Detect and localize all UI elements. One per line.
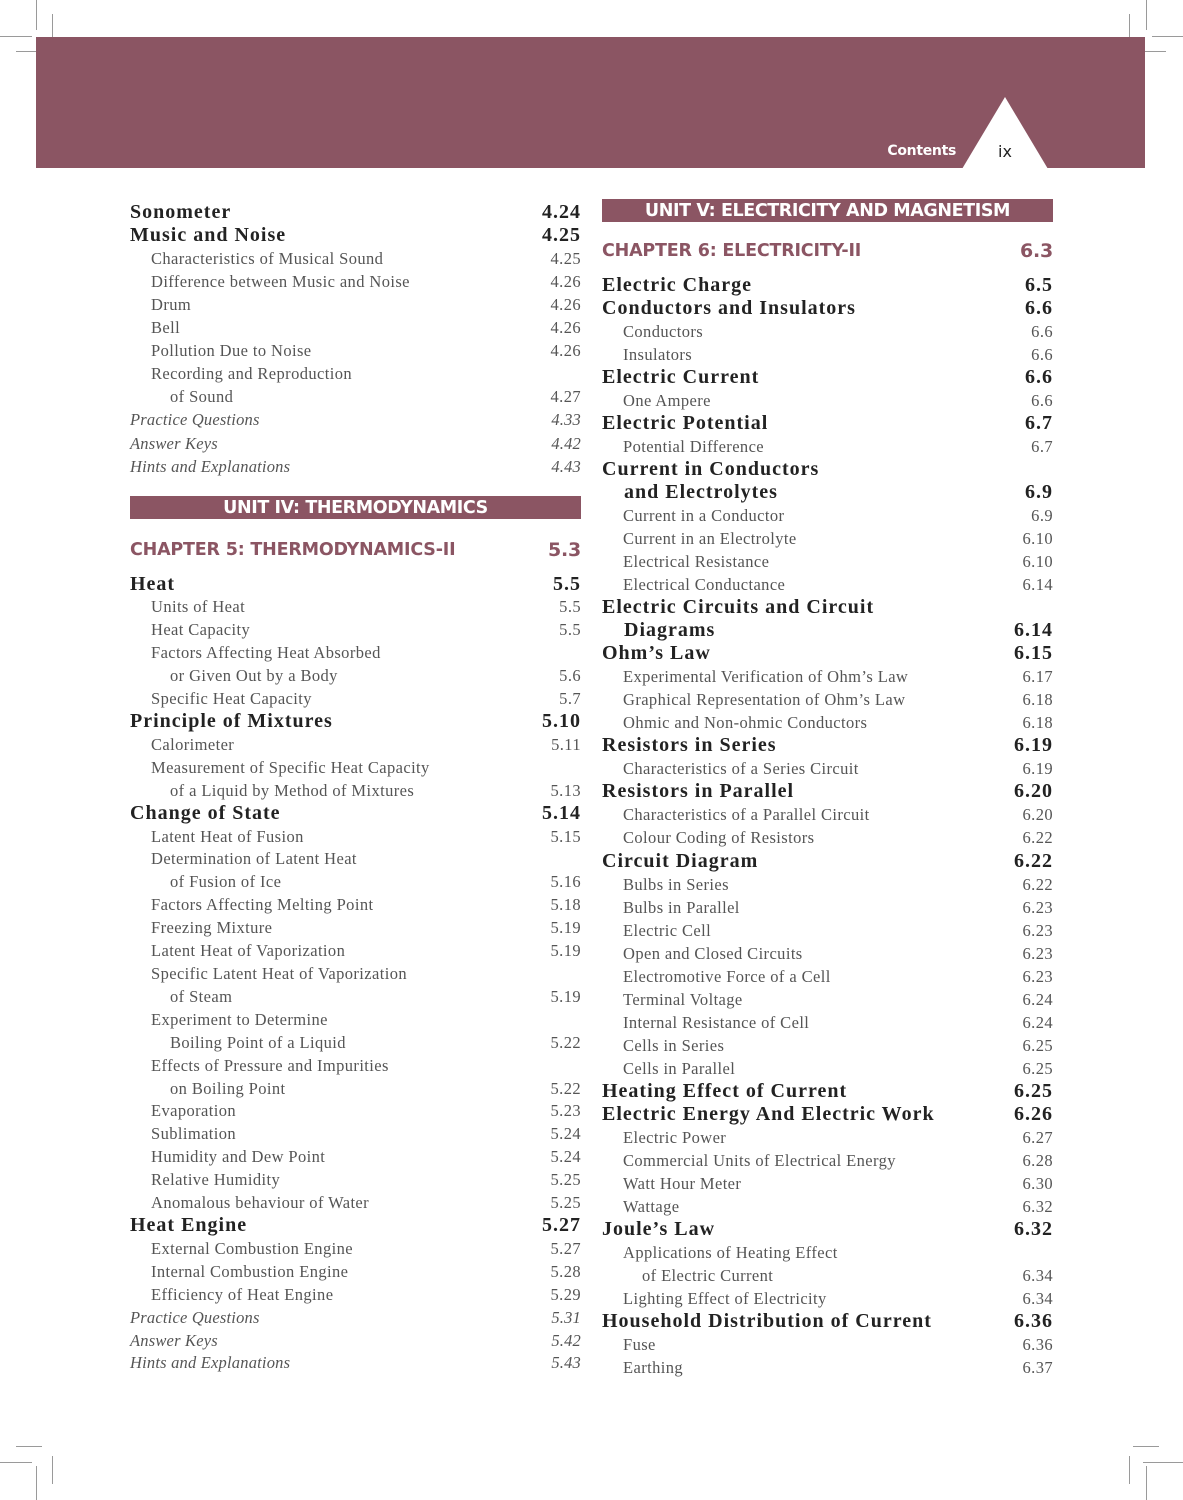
toc-entry-title: Electric Potential [602,411,769,434]
toc-entry-title: Electric Circuits and Circuit [602,596,875,619]
crop-mark [1146,1466,1147,1500]
toc-entry-title: Drum [151,294,192,314]
toc-entry-page: 6.25 [1014,1079,1053,1102]
toc-entry-page: 6.18 [1022,713,1053,733]
toc-entry-title: Change of State [130,801,281,824]
toc-entry-page: 4.27 [550,387,581,407]
toc-entry[interactable] [130,1329,581,1352]
toc-entry-title: Ohm’s Law [602,642,711,665]
toc-entry[interactable] [602,1172,1053,1195]
toc-entry-page: 5.31 [551,1307,581,1327]
toc-entry[interactable] [602,988,1053,1011]
toc-entry-page: 5.24 [550,1147,581,1167]
toc-entry-page: 6.23 [1022,966,1053,986]
toc-entry-page: 6.14 [1022,575,1053,595]
toc-entry[interactable] [130,432,581,455]
toc-entry-page: 5.18 [550,895,581,915]
toc-entry-page: 5.5 [559,620,581,640]
toc-entry-title: Recording and Reproduction [151,364,353,384]
toc-entry[interactable] [130,1191,581,1214]
toc-entry-page: 6.27 [1022,1127,1053,1147]
toc-entry[interactable] [602,596,1053,619]
toc-entry[interactable] [130,339,581,362]
toc-entry-title: Characteristics of a Parallel Circuit [623,805,870,825]
toc-entry[interactable] [602,1218,1053,1241]
toc-entry-page: 6.20 [1014,780,1053,803]
toc-entry-title: Cells in Series [623,1035,725,1055]
crop-mark [0,1462,32,1463]
toc-entry[interactable] [130,1260,581,1283]
toc-entry-page: 5.29 [550,1284,581,1304]
toc-entry-title: Practice Questions [130,1307,260,1327]
toc-entry[interactable] [602,1333,1053,1356]
toc-entry-page: 6.28 [1022,1151,1053,1171]
toc-entry[interactable] [602,274,1053,297]
toc-entry[interactable] [130,247,581,270]
crop-mark [0,36,32,37]
toc-entry[interactable] [130,224,581,247]
toc-entry-page: 4.43 [551,456,581,476]
toc-entry-title: Freezing Mixture [151,918,273,938]
toc-entry-title: of Sound [170,387,234,407]
toc-entry-page: 6.6 [1031,390,1053,410]
toc-entry-page: 4.24 [542,200,581,223]
toc-entry-page: 4.26 [550,271,581,291]
toc-entry-page: 6.17 [1022,667,1053,687]
toc-entry[interactable] [130,893,581,916]
toc-entry-title: Latent Heat of Vaporization [151,941,346,961]
toc-entry[interactable] [602,688,1053,711]
toc-entry[interactable] [602,711,1053,734]
toc-entry-title: Electric Energy And Electric Work [602,1102,935,1125]
toc-entry-page: 6.5 [1025,273,1053,296]
toc-entry-title: Heat Capacity [151,620,251,640]
toc-entry-title: Music and Noise [130,223,287,246]
toc-entry[interactable] [130,270,581,293]
toc-entry[interactable] [130,408,581,431]
crop-mark [16,1446,42,1447]
crop-mark [52,1456,53,1484]
toc-entry-title: Determination of Latent Heat [151,849,357,869]
toc-entry[interactable] [602,1057,1053,1080]
toc-entry[interactable] [602,757,1053,780]
toc-entry-page: 5.23 [550,1101,581,1121]
chapter-title: CHAPTER 6: ELECTRICITY-II [602,241,862,261]
toc-entry[interactable] [130,573,581,596]
toc-entry[interactable] [602,573,1053,596]
toc-entry[interactable] [602,826,1053,849]
toc-entry-title: Electric Power [623,1127,727,1147]
toc-entry-page: 6.15 [1014,642,1053,665]
toc-entry[interactable] [130,1031,581,1054]
toc-entry[interactable] [602,297,1053,320]
toc-entry[interactable] [602,1149,1053,1172]
toc-entry[interactable] [602,1034,1053,1057]
toc-entry-page: 4.26 [550,294,581,314]
toc-entry[interactable] [130,916,581,939]
toc-entry-page: 5.5 [559,597,581,617]
toc-entry-page: 4.26 [550,341,581,361]
toc-entry-page: 6.23 [1022,920,1053,940]
toc-entry[interactable] [130,293,581,316]
toc-entry-page: 6.19 [1022,759,1053,779]
toc-entry[interactable] [602,642,1053,665]
chapter-page: 5.3 [547,539,581,561]
toc-entry-page: 5.25 [550,1170,581,1190]
toc-entry[interactable] [130,362,581,385]
running-head: Contents [887,143,956,159]
toc-entry-page: 5.7 [559,689,581,709]
crop-mark [1133,1446,1159,1447]
unit-banner: UNIT IV: THERMODYNAMICS [130,496,581,519]
toc-entry-title: Internal Combustion Engine [151,1261,349,1281]
toc-entry[interactable] [130,1237,581,1260]
toc-entry[interactable] [602,1080,1053,1103]
toc-entry-title: Conductors [623,321,704,341]
toc-entry[interactable] [602,1356,1053,1379]
toc-entry-title: Specific Heat Capacity [151,689,312,709]
toc-entry-page: 6.32 [1022,1197,1053,1217]
toc-entry-page: 6.34 [1022,1266,1053,1286]
toc-entry-page: 5.22 [550,1078,581,1098]
toc-entry[interactable] [602,527,1053,550]
toc-entry-title: Answer Keys [130,433,218,453]
toc-entry-page: 6.36 [1022,1335,1053,1355]
toc-entry[interactable] [130,664,581,687]
toc-entry-title: Experimental Verification of Ohm’s Law [623,667,909,687]
toc-entry-page: 6.24 [1022,989,1053,1009]
toc-entry-page: 6.9 [1031,505,1053,525]
toc-entry-page: 6.26 [1014,1102,1053,1125]
toc-entry-page: 6.25 [1022,1035,1053,1055]
toc-entry[interactable] [130,1008,581,1031]
toc-entry[interactable] [130,455,581,478]
toc-entry-title: Lighting Effect of Electricity [623,1289,827,1309]
toc-entry[interactable] [602,504,1053,527]
toc-entry[interactable] [602,1126,1053,1149]
chapter-heading[interactable] [602,238,1053,264]
toc-entry-title: Difference between Music and Noise [151,271,410,291]
toc-entry-page: 5.14 [542,801,581,824]
toc-entry-title: Terminal Voltage [623,989,743,1009]
toc-entry-page: 5.27 [542,1213,581,1236]
toc-entry-page: 5.25 [550,1193,581,1213]
toc-entry[interactable] [130,1077,581,1100]
toc-entry[interactable] [130,687,581,710]
toc-entry-title: Measurement of Specific Heat Capacity [151,757,430,777]
toc-entry-title: Answer Keys [130,1330,218,1350]
toc-entry-title: Graphical Representation of Ohm’s Law [623,690,906,710]
toc-entry-title: Ohmic and Non-ohmic Conductors [623,713,868,733]
toc-entry-title: Hints and Explanations [130,456,291,476]
toc-entry-page: 6.7 [1031,436,1053,456]
toc-entry[interactable] [602,780,1053,803]
toc-entry-page: 5.19 [550,918,581,938]
toc-entry-title: Resistors in Parallel [602,780,795,803]
toc-entry-title: Internal Resistance of Cell [623,1012,810,1032]
toc-entry-page: 4.33 [551,410,581,430]
toc-entry-title: Relative Humidity [151,1170,281,1190]
toc-entry[interactable] [130,1168,581,1191]
toc-entry[interactable] [602,919,1053,942]
toc-entry[interactable] [602,389,1053,412]
toc-entry-title: Practice Questions [130,410,260,430]
toc-entry[interactable] [130,1351,581,1374]
toc-entry-page: 5.16 [550,872,581,892]
toc-entry-page: 6.23 [1022,943,1053,963]
toc-entry-title: Bulbs in Series [623,874,729,894]
toc-entry[interactable] [602,343,1053,366]
toc-entry-page: 6.10 [1022,551,1053,571]
toc-entry-title: Units of Heat [151,597,246,617]
toc-entry[interactable] [602,435,1053,458]
toc-entry-page: 5.13 [550,780,581,800]
toc-entry-title: Characteristics of a Series Circuit [623,759,859,779]
toc-entry-page: 5.10 [542,709,581,732]
toc-entry[interactable] [602,734,1053,757]
toc-entry-title: Pollution Due to Noise [151,341,312,361]
toc-entry-title: Commercial Units of Electrical Energy [623,1151,896,1171]
toc-entry[interactable] [130,1145,581,1168]
toc-entry[interactable] [602,873,1053,896]
page-number: ix [998,142,1012,161]
toc-entry-title: Boiling Point of a Liquid [170,1032,346,1052]
toc-entry-page: 6.36 [1014,1310,1053,1333]
toc-entry-title: Electric Current [602,365,760,388]
chapter-title: CHAPTER 5: THERMODYNAMICS-II [130,540,456,560]
crop-mark [1146,0,1147,30]
toc-entry-title: Humidity and Dew Point [151,1147,326,1167]
toc-entry-page: 5.27 [550,1238,581,1258]
toc-entry-title: or Given Out by a Body [170,666,338,686]
toc-entry-page: 6.14 [1014,619,1053,642]
toc-entry-page: 5.28 [550,1261,581,1281]
toc-entry[interactable] [130,802,581,825]
toc-entry[interactable] [602,1310,1053,1333]
toc-entry-page: 6.25 [1022,1058,1053,1078]
toc-entry[interactable] [602,665,1053,688]
toc-entry-page: 6.30 [1022,1174,1053,1194]
toc-entry-page: 6.6 [1025,365,1053,388]
toc-entry-title: Evaporation [151,1101,237,1121]
toc-entry-page: 6.6 [1031,344,1053,364]
toc-entry[interactable] [130,641,581,664]
toc-entry-title: Potential Difference [623,436,765,456]
toc-entry-title: Principle of Mixtures [130,709,333,732]
toc-entry-page: 6.22 [1022,874,1053,894]
toc-entry-title: Efficiency of Heat Engine [151,1284,334,1304]
toc-entry-page: 6.32 [1014,1218,1053,1241]
toc-entry-title: and Electrolytes [624,480,778,503]
toc-entry[interactable] [130,870,581,893]
toc-entry-page: 4.42 [551,433,581,453]
crop-mark [1143,1462,1183,1463]
toc-entry-page: 5.22 [550,1032,581,1052]
toc-entry-title: of Fusion of Ice [170,872,282,892]
toc-entry-page: 5.24 [550,1124,581,1144]
toc-entry[interactable] [130,756,581,779]
toc-entry-page: 5.5 [553,572,581,595]
toc-entry-title: Circuit Diagram [602,849,759,872]
toc-entry-title: Current in an Electrolyte [623,528,797,548]
toc-entry-title: of Steam [170,986,233,1006]
toc-entry-title: Bulbs in Parallel [623,897,740,917]
toc-entry-page: 6.6 [1031,321,1053,341]
toc-entry-page: 6.6 [1025,296,1053,319]
chapter-heading[interactable] [130,537,581,563]
toc-entry-page: 4.25 [542,223,581,246]
toc-entry[interactable] [602,550,1053,573]
crop-mark [1129,1456,1130,1484]
toc-entry-title: Diagrams [624,619,716,642]
toc-entry[interactable] [130,939,581,962]
toc-entry[interactable] [130,316,581,339]
toc-entry[interactable] [602,1195,1053,1218]
toc-entry-page: 5.6 [559,666,581,686]
toc-entry-title: Specific Latent Heat of Vaporization [151,963,408,983]
toc-entry[interactable] [602,896,1053,919]
toc-entry[interactable] [602,458,1053,481]
toc-entry[interactable] [130,201,581,224]
toc-entry[interactable] [130,779,581,802]
toc-entry-title: Electromotive Force of a Cell [623,966,831,986]
toc-entry-page: 4.25 [550,248,581,268]
toc-entry-title: Sonometer [130,200,232,223]
toc-entry-title: Insulators [623,344,693,364]
toc-entry-page: 6.37 [1022,1358,1053,1378]
toc-entry-title: Earthing [623,1358,684,1378]
toc-entry-title: Current in a Conductor [623,505,785,525]
chapter-page: 6.3 [1019,240,1053,262]
toc-entry[interactable] [130,1306,581,1329]
toc-entry-title: Conductors and Insulators [602,296,856,319]
toc-entry-page: 6.20 [1022,805,1053,825]
toc-entry[interactable] [130,985,581,1008]
toc-entry[interactable] [130,618,581,641]
toc-entry-title: External Combustion Engine [151,1238,353,1258]
toc-entry[interactable] [130,710,581,733]
toc-entry-page: 5.19 [550,986,581,1006]
toc-entry-page: 5.43 [551,1353,581,1373]
toc-entry[interactable] [130,733,581,756]
toc-entry[interactable] [130,847,581,870]
toc-entry-page: 5.11 [551,734,581,754]
toc-entry-title: Household Distribution of Current [602,1310,932,1333]
toc-entry-title: Effects of Pressure and Impurities [151,1055,389,1075]
toc-entry[interactable] [602,320,1053,343]
toc-entry-title: Electric Charge [602,273,752,296]
toc-entry-title: Characteristics of Musical Sound [151,248,384,268]
toc-entry[interactable] [602,1287,1053,1310]
toc-entry[interactable] [130,962,581,985]
toc-entry[interactable] [602,850,1053,873]
toc-entry[interactable] [130,595,581,618]
toc-entry-page: 6.24 [1022,1012,1053,1032]
toc-entry-page: 6.23 [1022,897,1053,917]
unit-banner: UNIT V: ELECTRICITY AND MAGNETISM [602,199,1053,222]
toc-entry-title: Open and Closed Circuits [623,943,803,963]
toc-entry[interactable] [602,412,1053,435]
toc-entry-page: 6.22 [1022,828,1053,848]
toc-entry-page: 4.26 [550,318,581,337]
toc-entry[interactable] [602,481,1053,504]
toc-entry-title: Heat Engine [130,1213,248,1236]
crop-mark [36,1466,37,1500]
toc-entry-title: Heating Effect of Current [602,1079,848,1102]
toc-entry-page: 5.19 [550,941,581,961]
toc-entry-title: Heat [130,572,176,595]
toc-entry-page: 6.34 [1022,1289,1053,1309]
toc-entry[interactable] [130,1122,581,1145]
toc-entry-title: on Boiling Point [170,1078,286,1098]
toc-entry[interactable] [602,803,1053,826]
toc-entry[interactable] [130,1283,581,1306]
toc-entry-title: One Ampere [623,390,711,410]
toc-entry[interactable] [130,1054,581,1077]
toc-entry-title: Factors Affecting Heat Absorbed [151,643,381,663]
toc-entry[interactable] [602,942,1053,965]
toc-entry[interactable] [602,1241,1053,1264]
toc-entry[interactable] [602,1011,1053,1034]
toc-entry-title: Latent Heat of Fusion [151,826,304,846]
toc-entry-page: 6.22 [1014,849,1053,872]
toc-entry-title: Colour Coding of Resistors [623,828,815,848]
toc-entry-title: Wattage [623,1197,680,1217]
toc-entry-page: 6.18 [1022,690,1053,710]
toc-entry-title: Hints and Explanations [130,1353,291,1373]
toc-entry-page: 6.19 [1014,734,1053,757]
toc-entry-page: 6.9 [1025,480,1053,503]
toc-entry-title: Resistors in Series [602,734,777,757]
toc-entry-title: Electric Cell [623,920,712,940]
toc-entry[interactable] [130,825,581,848]
toc-entry-title: Cells in Parallel [623,1058,736,1078]
toc-entry-title: Electrical Resistance [623,551,770,571]
toc-entry-title: of Electric Current [642,1266,774,1286]
toc-entry[interactable] [602,1264,1053,1287]
toc-entry-title: Fuse [623,1335,656,1355]
toc-entry[interactable] [602,965,1053,988]
toc-entry[interactable] [602,1103,1053,1126]
toc-entry-page: 6.7 [1025,411,1053,434]
toc-entry-title: Factors Affecting Melting Point [151,895,374,915]
toc-entry-title: Calorimeter [151,734,235,754]
crop-mark [1152,36,1183,37]
toc-entry-page: 5.15 [550,826,581,846]
toc-entry-title: Experiment to Determine [151,1009,328,1029]
toc-entry-title: Electrical Conductance [623,575,786,595]
toc-entry-page: 6.10 [1022,528,1053,548]
toc-entry-title: Sublimation [151,1124,237,1144]
toc-entry-page: 5.42 [551,1330,581,1350]
toc-entry[interactable] [130,1099,581,1122]
toc-entry-title: Joule’s Law [602,1218,716,1241]
crop-mark [36,0,37,30]
toc-entry[interactable] [130,385,581,408]
toc-entry-title: Current in Conductors [602,457,820,480]
toc-entry-title: Applications of Heating Effect [623,1243,838,1263]
toc-entry-title: of a Liquid by Method of Mixtures [170,780,415,800]
toc-entry[interactable] [602,619,1053,642]
toc-entry[interactable] [602,366,1053,389]
toc-entry-title: Anomalous behaviour of Water [151,1193,370,1213]
toc-entry-title: Watt Hour Meter [623,1174,742,1194]
toc-entry-title: Bell [151,318,181,337]
toc-entry[interactable] [130,1214,581,1237]
